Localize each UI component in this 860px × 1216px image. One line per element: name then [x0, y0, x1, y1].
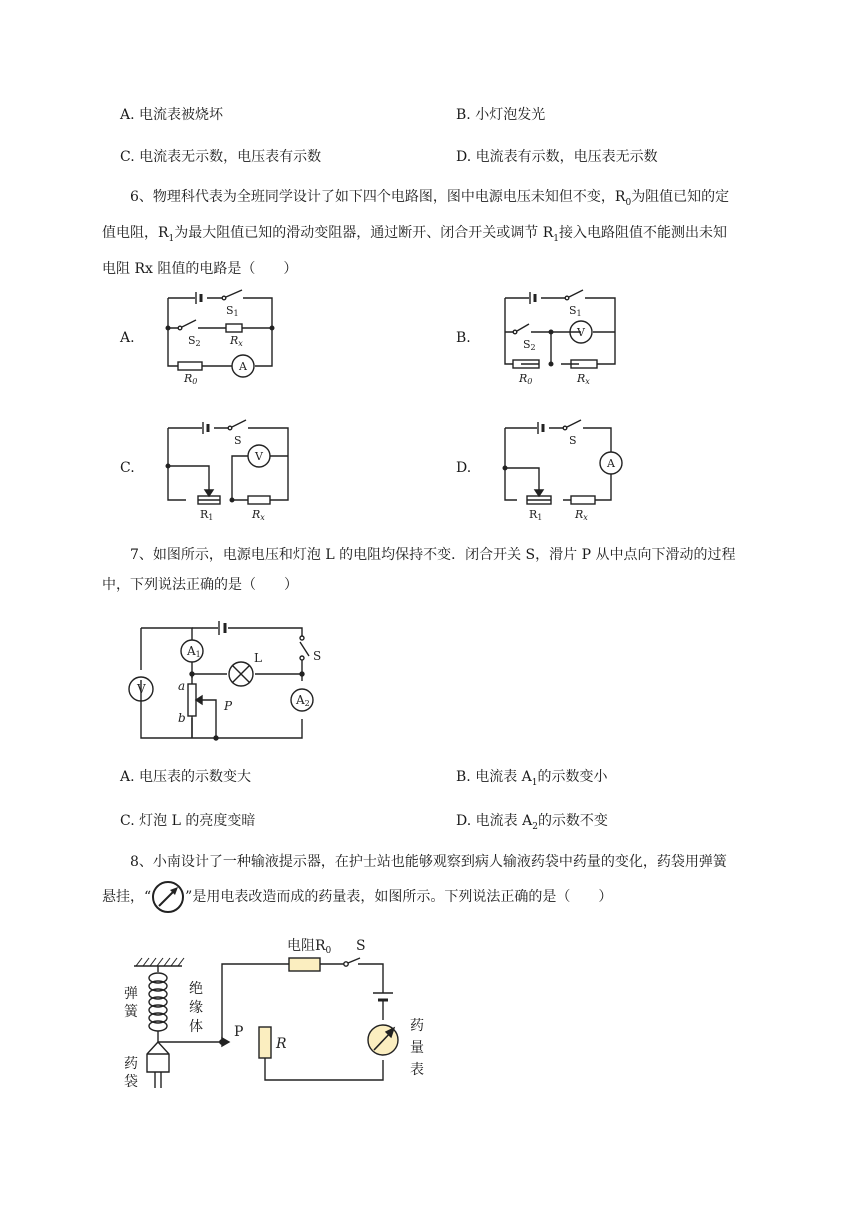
- q8-p-label: P: [234, 1024, 244, 1040]
- q7-voltmeter-label: V: [137, 682, 146, 696]
- circuit-d-s-label: S: [569, 434, 577, 447]
- circuit-a-s2-label: S2: [188, 334, 201, 348]
- circuit-c-rx-label: Rx: [252, 508, 265, 522]
- q5-option-a: A. 电流表被烧坏: [120, 107, 224, 123]
- q8-switch-label: S: [356, 938, 366, 954]
- q6-option-a-label: A.: [120, 330, 135, 346]
- circuit-c-r1-label: R1: [200, 508, 214, 522]
- q8-stem: 8、小南设计了一种输液提示器，在护士站也能够观察到病人输液药袋中药量的变化，药袋用弹簧 悬挂，“ ”是用电表改造而成的药量表，如图所示。下列说法正确的是（ ）: [102, 847, 802, 917]
- circuit-a-rx-label: Rx: [230, 334, 243, 348]
- circuit-b: [497, 288, 627, 384]
- circuit-d-rx-label: Rx: [575, 508, 588, 522]
- circuit-b-rx-label: Rx: [577, 372, 590, 386]
- q8-r-label: R: [276, 1036, 287, 1052]
- q6-option-c-label: C.: [120, 460, 135, 476]
- circuit-a-s1-label: S1: [226, 304, 239, 318]
- circuit-b-s2-label: S2: [523, 338, 536, 352]
- circuit-b-s1-label: S1: [569, 304, 582, 318]
- circuit-d-ammeter-label: A: [607, 457, 615, 470]
- q5-option-b: B. 小灯泡发光: [456, 107, 546, 123]
- q7-a2-label: A2: [296, 693, 310, 708]
- circuit-b-r0-label: R0: [519, 372, 533, 386]
- q8-insulator-label: 绝缘体: [189, 981, 203, 1035]
- q7-option-d: D. 电流表 $A_2$的示数不变: [456, 813, 608, 832]
- circuit-d: [497, 418, 632, 523]
- circuit-a-ammeter-label: A: [239, 360, 247, 373]
- q6-stem: 6、物理科代表为全班同学设计了如下四个电路图，图中电源电压未知但不变，$R_0$为阻值已知的定 值电阻，$R_1$为最大阻值已知的滑动变阻器，通过断开、闭合开关或调节 $R_1$接入电路阻值不能测出未知 电阻 Rx 阻值的电路是（ ）: [102, 189, 730, 277]
- q7-p-label: P: [224, 699, 233, 713]
- circuit-d-r1-label: R1: [529, 508, 543, 522]
- q8-resistor-label: 电阻$R_0$: [287, 938, 332, 956]
- meter-gauge-icon: [151, 880, 185, 914]
- q8-meter-label: 药量表: [410, 1018, 424, 1078]
- q7-switch-label: S: [313, 649, 322, 663]
- q7-b-label: b: [178, 711, 186, 725]
- q8-bag-label: 药袋: [124, 1056, 138, 1090]
- q7-option-a: A. 电压表的示数变大: [120, 769, 252, 785]
- circuit-a: [160, 288, 290, 384]
- circuit-b-voltmeter-label: V: [577, 326, 585, 339]
- q6-option-d-label: D.: [456, 460, 472, 476]
- q7-lamp-label: L: [254, 651, 262, 665]
- q7-stem: 7、如图所示，电源电压和灯泡 L 的电阻均保持不变．闭合开关 S，滑片 P 从中点向下滑动的过程 中，下列说法正确的是（ ）: [102, 547, 736, 593]
- q5-option-d: D. 电流表有示数，电压表无示数: [456, 149, 658, 165]
- q7-option-b: B. 电流表 $A_1$的示数变小: [456, 769, 608, 788]
- circuit-a-r0-label: R0: [184, 372, 198, 386]
- q7-option-c: C. 灯泡 L 的亮度变暗: [120, 813, 256, 829]
- q8-spring-label: 弹簧: [124, 986, 138, 1020]
- circuit-c: [160, 418, 295, 523]
- q8-diagram: [130, 930, 450, 1110]
- circuit-c-s-label: S: [234, 434, 242, 447]
- q5-option-c: C. 电流表无示数，电压表有示数: [120, 149, 322, 165]
- q7-a1-label: A1: [187, 644, 201, 659]
- q7-a-label: a: [178, 679, 186, 693]
- circuit-c-voltmeter-label: V: [255, 450, 263, 463]
- q6-option-b-label: B.: [456, 330, 471, 346]
- q7-circuit: [126, 618, 326, 746]
